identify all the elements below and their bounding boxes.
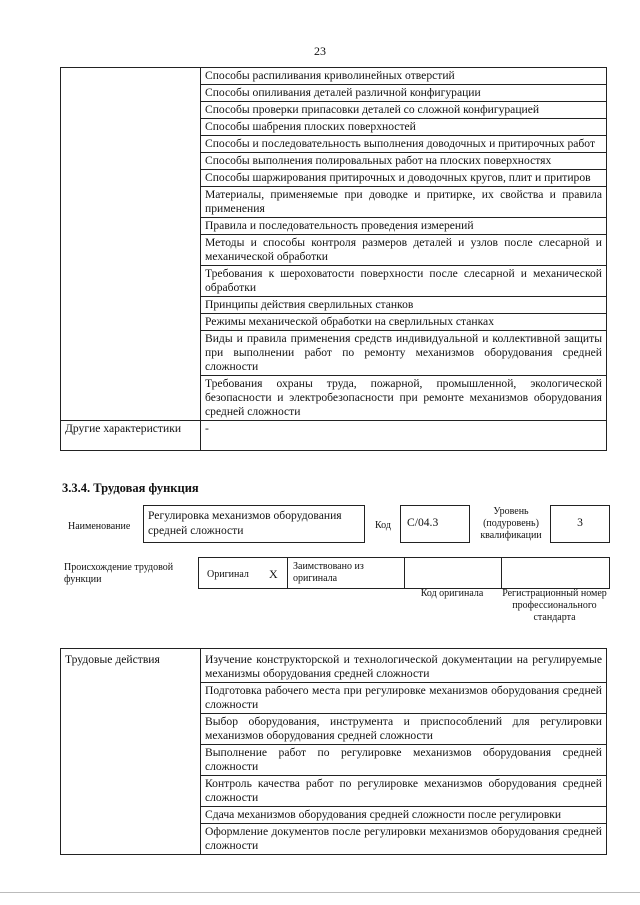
table-cell: Требования охраны труда, пожарной, промышленной, экологической безопасности и электробезопасности при ремонте механизмов оборудования средней сложности (201, 376, 607, 421)
table-cell: Способы проверки припасовки деталей со сложной конфигурацией (201, 102, 607, 119)
table-cell: Подготовка рабочего места при регулировке механизмов оборудования средней сложности (201, 683, 607, 714)
borrowed-box (287, 557, 405, 589)
section-title: 3.3.4. Трудовая функция (62, 481, 199, 495)
original-box (198, 557, 288, 589)
table-cell: Требования к шероховатости поверхности после слесарной и механической обработки (201, 266, 607, 297)
table-cell: Методы и способы контроля размеров деталей и узлов после слесарной и механической обработки (201, 235, 607, 266)
page-edge-divider (0, 892, 640, 893)
other-characteristics-value: - (201, 421, 607, 451)
original-mark: X (269, 567, 278, 581)
table-row (61, 649, 607, 683)
table-cell: Способы шаржирования притирочных и доводочных кругов, плит и притиров (201, 170, 607, 187)
name-value-box (143, 505, 365, 543)
table-cell: Оформление документов после регулировки механизмов оборудования средней сложности (201, 824, 607, 855)
table-row (61, 421, 607, 451)
table-cell: Способы распиливания криволинейных отверстий (201, 68, 607, 85)
table-cell: Контроль качества работ по регулировке механизмов оборудования средней сложности (201, 776, 607, 807)
table-cell: Способы выполнения полировальных работ на плоских поверхностях (201, 153, 607, 170)
other-characteristics-label: Другие характеристики (61, 421, 201, 451)
code-value-box (400, 505, 470, 543)
level-value-box (550, 505, 610, 543)
table-cell: Материалы, применяемые при доводке и притирке, их свойства и правила применения (201, 187, 607, 218)
code-original-label: Код оригинала (420, 588, 484, 599)
table-cell: Способы и последовательность выполнения доводочных и притирочных работ (201, 136, 607, 153)
table-cell: Выполнение работ по регулировке механизмов оборудования средней сложности (201, 745, 607, 776)
table-cell: Правила и последовательность проведения измерений (201, 218, 607, 235)
borrowed-label: Заимствовано из оригинала (293, 561, 364, 584)
table-cell: Сдача механизмов оборудования средней сложности после регулировки (201, 807, 607, 824)
table-cell: Способы опиливания деталей различной конфигурации (201, 85, 607, 102)
table-row (61, 68, 607, 85)
level-label: Уровень (подуровень) квалификации (480, 506, 542, 541)
labor-actions-table (60, 648, 607, 855)
table-cell: Изучение конструкторской и технологической документации на регулируемые механизмы оборудования средней сложности (201, 649, 607, 683)
table-cell: Виды и правила применения средств индивидуальной и коллективной защиты при выполнении работ по ремонту механизмов оборудования средней сложности (201, 331, 607, 376)
labor-actions-label: Трудовые действия (61, 649, 201, 855)
knowledge-table (60, 67, 607, 451)
table-cell: Выбор оборудования, инструмента и приспособлений для регулировки механизмов оборудования средней сложности (201, 714, 607, 745)
reg-number-box (501, 557, 610, 589)
original-label: Оригинал (207, 569, 249, 580)
table-cell: Способы шабрения плоских поверхностей (201, 119, 607, 136)
name-label: Наименование (68, 521, 131, 532)
code-original-box (404, 557, 502, 589)
code-value: C/04.3 (407, 516, 439, 529)
table-cell: Режимы механической обработки на сверлильных станках (201, 314, 607, 331)
page-number: 23 (314, 44, 326, 58)
table-label-cell (61, 68, 201, 421)
reg-number-label: Регистрационный номер профессионального стандарта (502, 588, 607, 623)
level-value: 3 (577, 516, 583, 529)
origin-label: Происхождение трудовой функции (64, 562, 174, 585)
name-value: Регулировка механизмов оборудования средней сложности (148, 509, 342, 537)
code-label: Код (375, 520, 391, 531)
table-cell: Принципы действия сверлильных станков (201, 297, 607, 314)
